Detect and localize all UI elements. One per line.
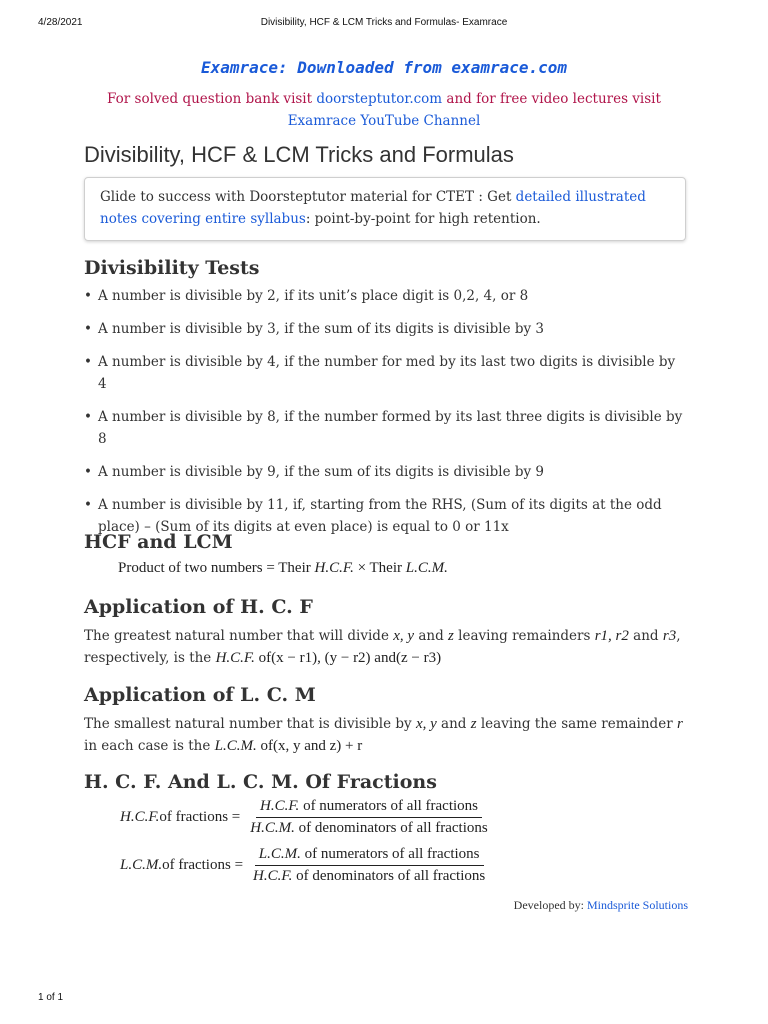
lcm-lhs-text: of fractions = xyxy=(162,857,244,873)
lcm-fraction xyxy=(249,846,489,885)
notes-link[interactable]: detailed illustrated notes covering entire syllabus xyxy=(100,189,646,227)
hcf-num-text: of numerators of all fractions xyxy=(299,798,479,814)
lcm-num-text: of numerators of all fractions xyxy=(300,846,480,862)
lcm-denominator xyxy=(249,866,489,885)
print-title: Divisibility, HCF & LCM Tricks and Formulas- Examrace xyxy=(260,17,508,28)
lcm-numerator xyxy=(255,846,484,866)
notice-box xyxy=(84,177,686,241)
lcm-text-vars: x, y xyxy=(415,716,437,732)
lcm-text-mid: leaving the same remainder xyxy=(476,716,677,732)
hcf-text-and2: and xyxy=(628,628,663,644)
lcm-text-lcm: L.C.M. xyxy=(214,738,257,754)
promo-text xyxy=(0,88,768,132)
promo-line1-suffix: and for free video lectures visit xyxy=(442,91,661,107)
lcm-text-mid2: in each case is the xyxy=(84,738,215,754)
brand-banner: Examrace: Downloaded from examrace.com xyxy=(200,58,568,77)
list-item: • A number is divisible by 8, if the number formed by its last three digits is divisible by 8 xyxy=(84,406,684,450)
lcm-lhs-var: L.C.M. xyxy=(120,857,163,873)
hcf-text-vars: x, y xyxy=(393,628,415,644)
lcm-den-var: H.C.F. xyxy=(253,868,293,884)
application-lcm-text xyxy=(84,713,694,757)
formula-hcf: H.C.F. xyxy=(314,560,354,576)
doorsteptutor-link[interactable]: doorsteptutor.com xyxy=(316,91,443,107)
lcm-num-var: L.C.M. xyxy=(258,846,301,862)
divisibility-heading: Divisibility Tests xyxy=(84,257,260,279)
hcf-fraction xyxy=(246,798,491,837)
hcf-lhs-var: H.C.F. xyxy=(120,809,160,825)
hcf-text-mid: leaving remainders xyxy=(453,628,595,644)
promo-line1-prefix: For solved question bank visit xyxy=(107,91,317,107)
page-number: 1 of 1 xyxy=(38,992,64,1003)
lcm-fractions-formula xyxy=(120,846,489,885)
page-title: Divisibility, HCF & LCM Tricks and Formulas xyxy=(84,142,514,167)
fractions-heading: H. C. F. And L. C. M. Of Fractions xyxy=(84,771,437,793)
notice-prefix: Glide to success with Doorsteptutor material for CTET : Get xyxy=(100,189,516,205)
formula-lcm: L.C.M. xyxy=(405,560,448,576)
hcf-denominator xyxy=(246,818,491,837)
divisibility-list xyxy=(84,285,684,549)
hcf-den-var: H.C.M. xyxy=(250,820,295,836)
hcf-numerator xyxy=(256,798,482,818)
developed-by-label: Developed by: xyxy=(513,898,587,912)
hcf-text-r1: r1, r2 xyxy=(594,628,629,644)
hcf-den-text: of denominators of all fractions xyxy=(294,820,488,836)
application-hcf-heading: Application of H. C. F xyxy=(84,596,313,618)
hcf-lhs-text: of fractions = xyxy=(159,809,241,825)
list-item: • A number is divisible by 3, if the sum of its digits is divisible by 3 xyxy=(84,318,684,340)
notice-suffix: : point-by-point for high retention. xyxy=(305,211,541,227)
list-item: • A number is divisible by 4, if the number for med by its last two digits is divisible by 4 xyxy=(84,351,684,395)
lcm-text-z: z xyxy=(470,716,477,732)
hcf-num-var: H.C.F. xyxy=(259,798,300,814)
lcm-text-expr: of(x, y and z) + r xyxy=(256,738,363,754)
hcf-fractions-formula xyxy=(120,798,492,837)
hcf-text-mid2: , respectively, is the xyxy=(84,628,681,666)
list-item: • A number is divisible by 9, if the sum of its digits is divisible by 9 xyxy=(84,461,684,483)
hcf-text-prefix: The greatest natural number that will divide xyxy=(84,628,394,644)
product-formula xyxy=(118,560,448,577)
developed-by xyxy=(514,898,688,913)
hcf-text-r3: r3 xyxy=(662,628,677,644)
hcf-text-and: and xyxy=(414,628,449,644)
lcm-den-text: of denominators of all fractions xyxy=(292,868,486,884)
formula-mid: × Their xyxy=(353,560,406,576)
hcf-text-z: z xyxy=(448,628,454,644)
list-item: • A number is divisible by 11, if, starting from the RHS, (Sum of its digits at the odd place) – (Sum of its digits at even place) is equal to 0 or 11x xyxy=(84,494,684,538)
formula-prefix: Product of two numbers = Their xyxy=(118,560,315,576)
youtube-channel-link[interactable]: Examrace YouTube Channel xyxy=(287,113,481,129)
lcm-text-and: and xyxy=(436,716,471,732)
list-item: • A number is divisible by 2, if its unit’s place digit is 0,2, 4, or 8 xyxy=(84,285,684,307)
lcm-text-r: r xyxy=(676,716,683,732)
lcm-text-prefix: The smallest natural number that is divisible by xyxy=(84,716,416,732)
application-lcm-heading: Application of L. C. M xyxy=(84,684,316,706)
print-date: 4/28/2021 xyxy=(38,17,83,28)
hcf-lcm-heading: HCF and LCM xyxy=(84,531,233,553)
hcf-text-hcf: H.C.F. xyxy=(215,650,255,666)
mindsprite-link[interactable]: Mindsprite Solutions xyxy=(586,898,688,912)
hcf-text-expr: of(x − r1), (y − r2) and(z − r3) xyxy=(254,650,442,666)
application-hcf-text xyxy=(84,625,694,669)
